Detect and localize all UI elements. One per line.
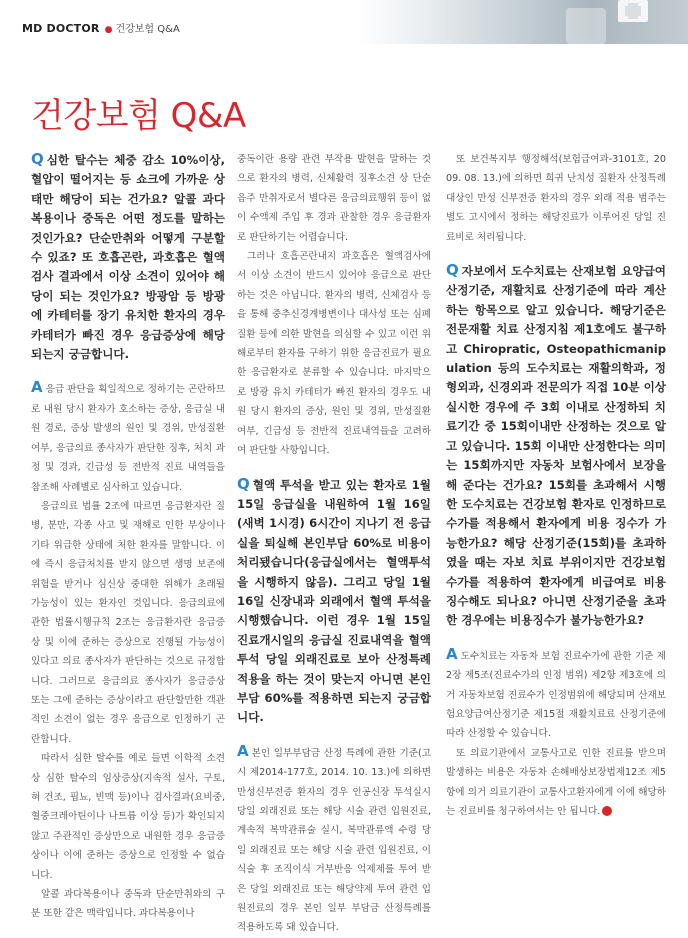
answer-1-para-2: 응급의료 법률 2조에 따르면 응급환자란 질병, 분만, 각종 사고 및 재해로 인한 부상이나 기타 위급한 상태에 처한 환자를 말합니다. 이에 즉시 응급처치를 받지 않으면 생명 보존에 위험을 받거나 심신상 중대한 위해가 초래될 가능성이 있는 환자인 것입니다. 응급의료에 관한 법률시행규칙 2조는 응급환자란 응급증상 및 이에 준하는 증상으로 진행될 가능성이 있다고 의료 종사자가 판단하는 것으로 규정합니다. 그러므로 응급의료 종사자가 응급증상 또는 그에 준하는 증상이라고 판단할만한 객관적인 소견이 없는 경우 응급으로 인정하기 곤란합니다. [31,500,225,745]
answer-3-text-1: 도수치료는 자동차 보험 진료수가에 관한 기준 제2장 제5조(진료수가의 인정 범위) 제2항 제3호에 의거 자동차보험 진료수가 인정범위에 해당되며 산재보험요양급여산정기준 제15절 재활치료료 산정기준에 따라 산정할 수 있습니다. [446,650,666,740]
medical-cross-decoration-icon [566,0,666,44]
answer-marker: A [31,378,43,397]
bullet-icon: ● [104,25,113,35]
answer-1-text-4a: 알콜 과다복용이나 중독과 단순만취와의 구분 또한 같은 맥락입니다. 과다복용이나 [31,889,225,920]
spacer [446,247,666,261]
answer-2-text-1: 본인 일부부담금 산정 특례에 관한 기준(고시 제2014-177호, 2014. 10. 13.)에 의하면 만성신부전증 환자의 경우 인공신장 투석실시 당일 외래진료 또는 해당 시술 관련 입원진료, 계속적 복막관류술 실시, 복막관류액 수령 당일 외래진료 또는 해당 시술 관련 입원진료, 이식술 후 조직이식 거부반응 억제제를 투여 받은 당일 외래진료 또는 해당약제 투여 관련 입원진료의 경우 본인 일부 부담금 산정특례를 적용하도록 돼 있습니다. [237,747,431,934]
answer-1-para-4-cont: 중독이란 용량 관련 부작용 발현을 말하는 것으로 환자의 병력, 신체활력 징후소견 상 단순음주 만취자로서 별다른 응급의료행위 등이 없이 수액제 주입 후 경과 관찰한 경우 응급환자로 판단하기는 어렵습니다. [237,154,431,243]
question-2-text: 혈액 투석을 받고 있는 환자로 1월 15일 응급실을 내원하여 1월 16일(새벽 1시경) 6시간이 지나기 전 응급실을 퇴실해 본인부담 60%로 비용이 처리됐습니다(응급실에서는 혈액투석을 시행하지 않음). 그리고 당일 1월 16일 신장내과 외래에서 혈액 투석을 시행했습니다. 이런 경우 1월 15일 진료개시일의 응급실 진료내역을 혈액투석 당일 외래진료로 보아 산정특례적용을 하는 것이 맞는지 아니면 본인부담 60%를 적용하면 되는지 궁금합니다. [237,477,431,725]
answer-1-para-1 [31,378,225,496]
question-marker: Q [31,150,44,168]
column-3 [446,150,666,825]
answer-2-para-1 [237,742,431,938]
answer-marker: A [446,644,458,663]
question-marker: Q [446,261,459,280]
question-3-text: 자보에서 도수치료는 산재보험 요양급여 산정기준, 재활치료 산정기준에 따라 계산하는 항목으로 알고 있습니다. 해당기준은 전문재활 치료 산정지침 제1호에도 불구하고 Chiropratic, Osteopathicmanipulation 등의 도수치료는 재활의학과, 정형외과, 신경외과 전문의가 직접 10분 이상 실시한 경우에 주 3회 이내로 산정하되 치료기간 중 15회이내만 산정하는 것으로 알고 있습니다. 15회 이내만 산정한다는 의미는 15회까지만 자동차 보험사에서 보장을 해 준다는 건가요? 15회를 초과해서 시행한 도수치료는 건강보험 환자로 인정하므로 수가를 적용해서 환자에게 비용 징수가 가능한가요? 해당 산정기준(15회)를 초과하였을 때는 자보 치료 부위이지만 건강보험 수가를 적용하여 환자에게 비급여로 비용 징수해도 되나요? 아니면 산정기준을 초과한 경우에는 비용징수가 불가능한가요? [446,264,666,628]
question-1-text: 심한 탈수는 체중 감소 10%이상, 혈압이 떨어지는 등 쇼크에 가까운 상태만 해당이 되는 건가요? 알콜 과다복용이나 중독은 어떤 정도를 말하는 것인가요? 단순만취와 어떻게 구분할 수 있죠? 또 호흡곤란, 과호흡은 혈액 검사 결과에서 이상 소견이 있어야 해당이 되는 것인가요? 방광암 등 방광에 카테터를 장기 유치한 환자의 경우 카테터가 빠진 경우 응급증상에 해당되는지 궁금합니다. [31,153,225,362]
spacer [237,461,431,475]
magazine-brand: MD DOCTOR [22,22,100,35]
answer-1-para-4-start [31,885,225,924]
question-3 [446,261,666,631]
end-mark-icon: EJ [602,806,612,816]
answer-3-para-1 [446,645,666,744]
section-name: 건강보험 Q&A [115,24,180,35]
answer-1-text-1: 응급 판단을 획일적으로 정하기는 곤란하므로 내원 당시 환자가 호소하는 증상, 응급실 내원 경로, 증상 발생의 원인 및 경위, 만성질환 여부, 응급의료 종사자가 판단한 징후, 처치 과정 및 경과, 긴급성 등 전반적 진료 내역들을 참조해 사례별로 심사하고 있습니다. [31,384,225,493]
column-2 [237,150,431,938]
answer-2-para-2: 또 보건복지부 행정해석(보험급여과-3101호, 2009. 08. 13.)에 의하면 희귀 난치성 질환자 산정특례 대상인 만성 신부전증 환자의 경우 외래 적용 범주는 별도 고시에서 정하는 해당진료가 이루어진 당일 진료비로 처리됩니다. [446,154,666,243]
answer-3-text-2: 또 의료기관에서 교통사고로 인한 진료를 받으며 발생하는 비용은 자동차 손해배상보장법제12조 제5항에 의거 의료기관이 교통사고환자에게 이에 해당하는 진료비를 청구하여서는 안 됩니다. [446,747,666,817]
page-header [0,0,688,44]
column-1 [31,150,225,924]
question-marker: Q [237,474,250,493]
answer-3-para-2 [446,744,666,825]
page-title: 건강보험 Q&A [31,96,246,136]
answer-marker: A [237,741,249,760]
header-breadcrumb [22,20,180,35]
answer-1-para-5: 그러나 호흡곤란내지 과호흡은 혈액검사에서 이상 소견이 반드시 있어야 응급으로 판단하는 것은 아닙니다. 환자의 병력, 신체검사 등을 통해 중추신경계병변이나 대사성 또는 심폐질환 등에 의한 발현을 의심할 수 있고 이런 위해로부터 환자를 구하기 위한 응급진료가 필요한 응급환자로 분류할 수 있습니다. 마지막으로 방광 유치 카테터가 빠진 환자의 경우도 내원 당시 환자의 증상, 원인 및 경위, 만성질환 여부, 긴급성 등 전반적 진료내역들을 고려하여 판단할 사항입니다. [237,251,431,457]
question-2 [237,475,431,728]
question-1 [31,150,225,364]
answer-1-para-3: 따라서 심한 탈수를 예로 들면 이학적 소견상 심한 탈수의 임상증상(지속적 설사, 구토, 혀 건조, 핍뇨, 빈맥 등)이나 검사결과(요비중, 혈중크레아틴이나 나트륨 이상 등)가 확인되지 않고 주관적인 증상만으로 내원한 경우 응급증상이나 이에 준하는 증상으로 인정할 수 없습니다. [31,753,225,881]
